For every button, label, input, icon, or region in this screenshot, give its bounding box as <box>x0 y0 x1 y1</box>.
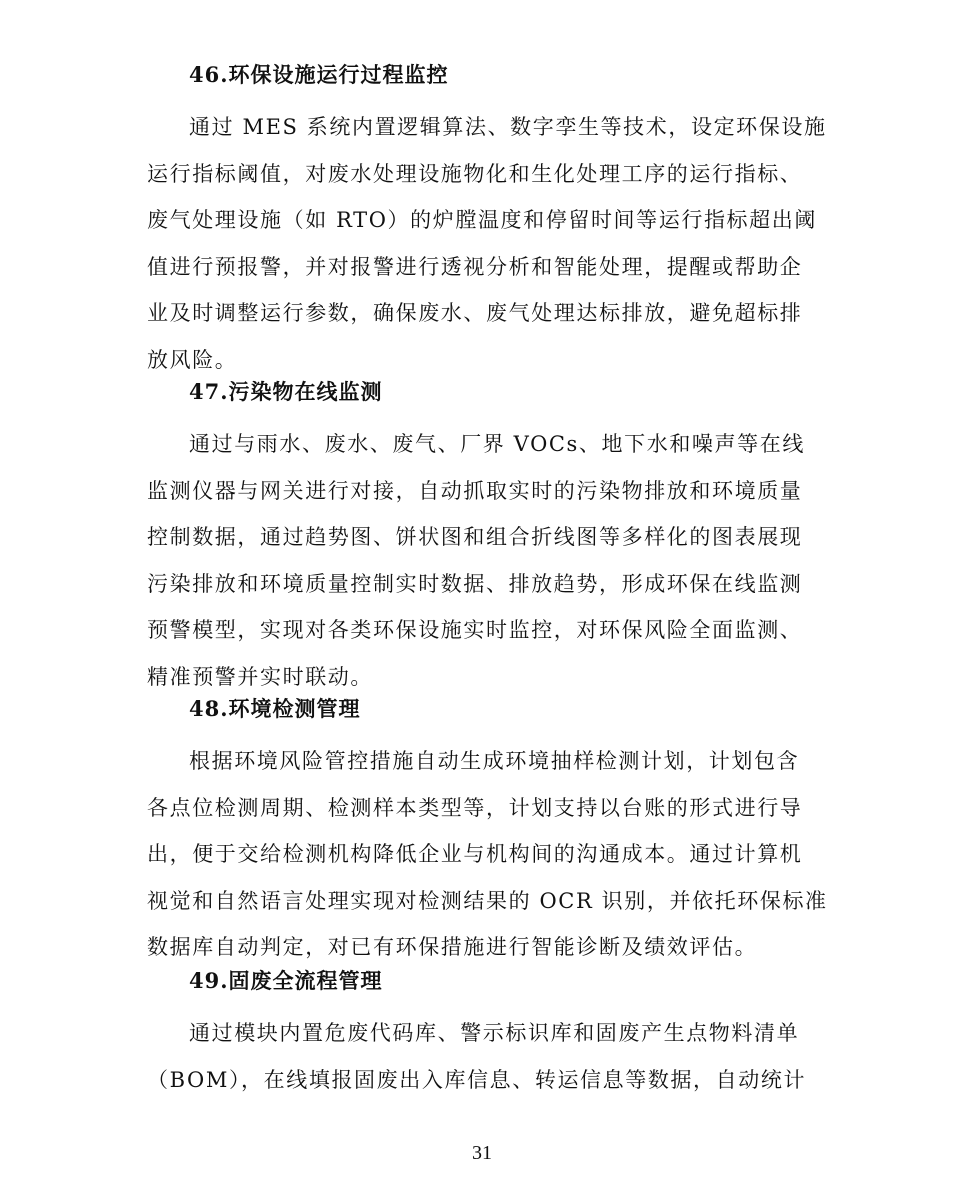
body-line: 控制数据，通过趋势图、饼状图和组合折线图等多样化的图表展现 <box>147 525 803 549</box>
section-47 <box>147 377 827 700</box>
section-heading: 49.固废全流程管理 <box>189 968 383 993</box>
body-line: 视觉和自然语言处理实现对检测结果的 OCR 识别，并依托环保标准 <box>147 888 828 913</box>
section-body <box>147 738 827 971</box>
body-line: 废气处理设施（如 RTO）的炉膛温度和停留时间等运行指标超出阈 <box>147 208 817 232</box>
body-line: 运行指标阈值，对废水处理设施物化和生化处理工序的运行指标、 <box>147 161 803 186</box>
body-line: 监测仪器与网关进行对接，自动抓取实时的污染物排放和环境质量 <box>147 478 803 503</box>
section-48 <box>147 694 827 971</box>
body-line: 放风险。 <box>147 347 238 372</box>
section-heading: 47.污染物在线监测 <box>189 379 383 404</box>
body-line: 通过模块内置危废代码库、警示标识库和固废产生点物料清单 <box>189 1021 800 1045</box>
section-body <box>147 1010 827 1103</box>
body-line: 根据环境风险管控措施自动生成环境抽样检测计划，计划包含 <box>189 749 800 773</box>
section-46 <box>147 60 827 383</box>
body-line: 精准预警并实时联动。 <box>147 664 373 689</box>
section-body <box>147 104 827 383</box>
body-line: 预警模型，实现对各类环保设施实时监控，对环保风险全面监测、 <box>147 618 803 642</box>
body-line: 污染排放和环境质量控制实时数据、排放趋势，形成环保在线监测 <box>147 571 803 596</box>
body-line: 通过与雨水、废水、废气、厂界 VOCs、地下水和噪声等在线 <box>189 432 805 456</box>
page-number: 31 <box>472 1142 492 1164</box>
body-line: 各点位检测周期、检测样本类型等，计划支持以台账的形式进行导 <box>147 795 803 820</box>
body-line: （BOM），在线填报固废出入库信息、转运信息等数据，自动统计 <box>147 1067 807 1092</box>
section-body <box>147 421 827 700</box>
section-49 <box>147 966 827 1103</box>
body-line: 数据库自动判定，对已有环保措施进行智能诊断及绩效评估。 <box>147 935 758 959</box>
body-line: 出，便于交给检测机构降低企业与机构间的沟通成本。通过计算机 <box>147 842 803 866</box>
section-heading: 48.环境检测管理 <box>189 696 361 721</box>
section-heading: 46.环保设施运行过程监控 <box>189 62 449 87</box>
body-line: 通过 MES 系统内置逻辑算法、数字孪生等技术，设定环保设施 <box>189 115 827 139</box>
body-line: 业及时调整运行参数，确保废水、废气处理达标排放，避免超标排 <box>147 301 803 325</box>
body-line: 值进行预报警，并对报警进行透视分析和智能处理，提醒或帮助企 <box>147 254 803 279</box>
